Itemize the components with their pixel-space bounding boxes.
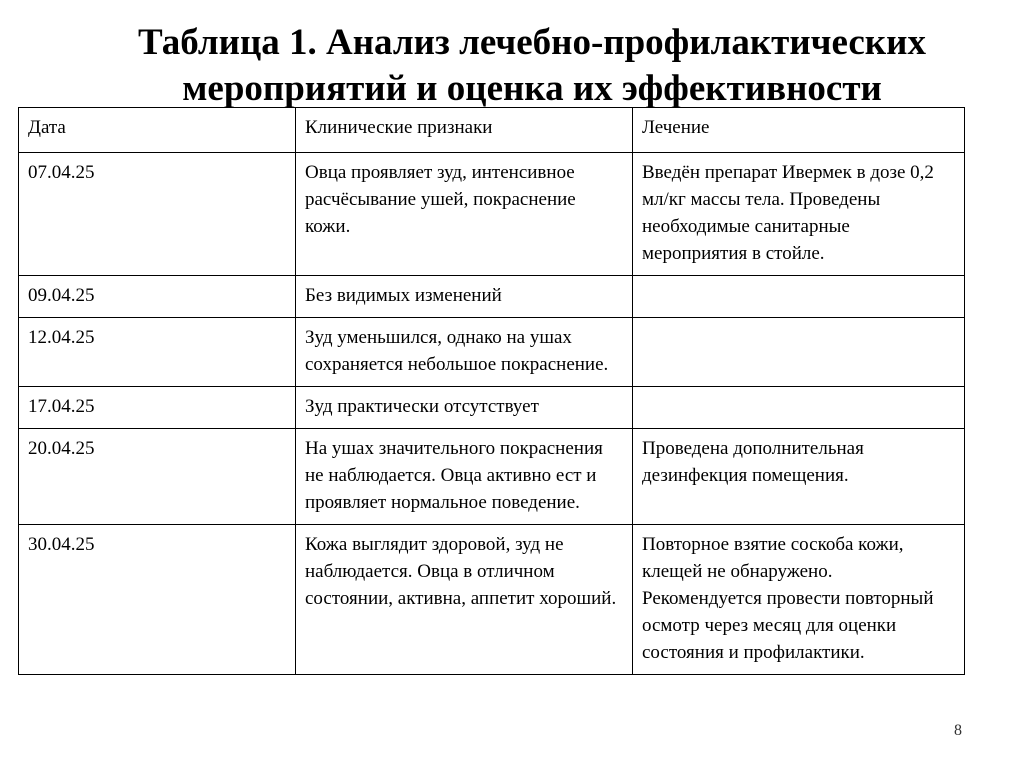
title-line-2: мероприятий и оценка их эффективности [182, 68, 882, 109]
cell-treatment: Повторное взятие соскоба кожи, клещей не обнаружено. Рекомендуется провести повторный осмотр через месяц для оценки состояния и профилактики. [633, 525, 965, 675]
treatment-table [18, 107, 965, 675]
page-title [0, 20, 1024, 112]
cell-treatment: Проведена дополнительная дезинфекция помещения. [633, 429, 965, 525]
cell-date: 07.04.25 [19, 153, 296, 276]
table-row [19, 153, 965, 276]
column-header-signs: Клинические признаки [296, 108, 633, 153]
cell-signs: На ушах значительного покраснения не наблюдается. Овца активно ест и проявляет нормальное поведение. [296, 429, 633, 525]
table-row [19, 276, 965, 318]
title-line-1: Таблица 1. Анализ лечебно-профилактических [138, 22, 926, 63]
table-row [19, 429, 965, 525]
column-header-treatment: Лечение [633, 108, 965, 153]
cell-treatment [633, 318, 965, 387]
cell-signs: Кожа выглядит здоровой, зуд не наблюдается. Овца в отличном состоянии, активна, аппетит хороший. [296, 525, 633, 675]
cell-signs: Зуд практически отсутствует [296, 387, 633, 429]
page-number: 8 [954, 722, 962, 739]
cell-date: 30.04.25 [19, 525, 296, 675]
table-row [19, 525, 965, 675]
cell-date: 17.04.25 [19, 387, 296, 429]
cell-date: 12.04.25 [19, 318, 296, 387]
column-header-date: Дата [19, 108, 296, 153]
cell-date: 20.04.25 [19, 429, 296, 525]
table-header-row [19, 108, 965, 153]
cell-signs: Овца проявляет зуд, интенсивное расчёсывание ушей, покраснение кожи. [296, 153, 633, 276]
cell-signs: Зуд уменьшился, однако на ушах сохраняется небольшое покраснение. [296, 318, 633, 387]
table-row [19, 387, 965, 429]
cell-treatment: Введён препарат Ивермек в дозе 0,2 мл/кг массы тела. Проведены необходимые санитарные мероприятия в стойле. [633, 153, 965, 276]
cell-treatment [633, 387, 965, 429]
cell-signs: Без видимых изменений [296, 276, 633, 318]
cell-date: 09.04.25 [19, 276, 296, 318]
cell-treatment [633, 276, 965, 318]
table-row [19, 318, 965, 387]
